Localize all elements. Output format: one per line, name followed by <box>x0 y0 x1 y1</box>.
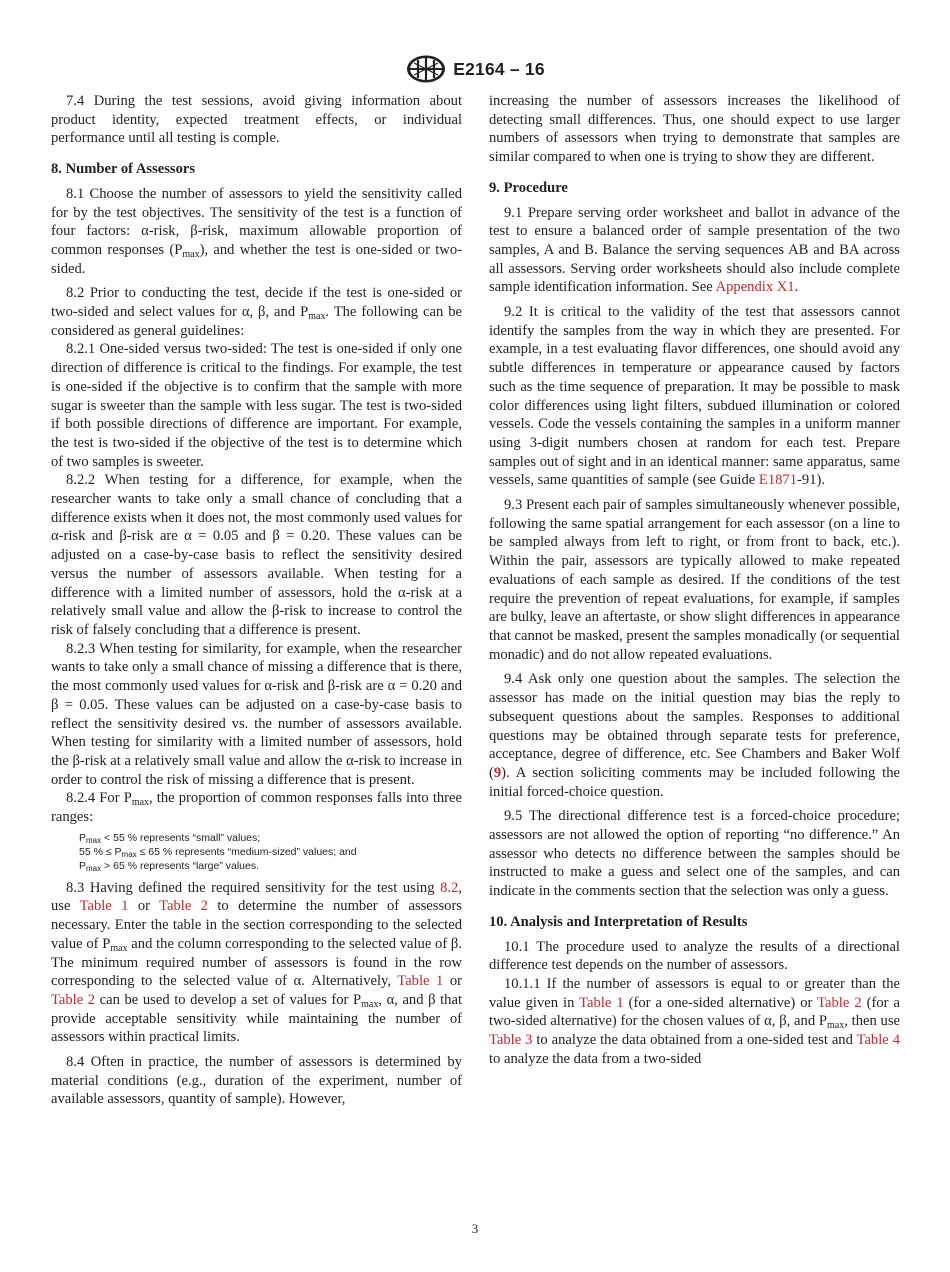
link-table-1[interactable]: Table 1 <box>79 898 129 915</box>
link-guide-e1871[interactable]: E1871 <box>758 472 798 489</box>
list-item: $P_{max} > 65$ % represents “large” values. <box>79 859 260 873</box>
list-item: $P_{max} < 55$ % represents “small” values; <box>79 831 261 845</box>
paragraph-8-4-continued: increasing the number of assessors increases the likelihood of detecting small differences. Thus, one should expect to use larger numbers of assessors when trying to demonstrate that samples are similar compared to when one is trying to show they are different. <box>489 93 900 166</box>
paragraph-9-2: 9.2 It is critical to the validity of the test that assessors cannot identify the samples from the way in which they are presented. For example, in a test evaluating flavor differences, one should avoid any subtle differences in temperature or appearance caused by factors such as the time sequence of preparation. It may be possible to mask color differences using light filters, subdued illumination or colored vessels. Code the vessels containing the samples in a uniform manner using 3-digit numbers chosen at random for each test. Prepare samples out of sight and in an identical manner: same apparatus, same vessels, same quantities of sample (see Guide E1871-91). <box>489 304 900 489</box>
paragraph-8-2-2: 8.2.2 When testing for a difference, for example, when the researcher wants to take only a small chance of concluding that a difference exists when it does not, the most commonly used values for α-risk and β-risk are α = 0.05 and β = 0.20. These values can be adjusted on a case-by-case basis to reflect the sensitivity desired versus the number of assessors available. When testing for a difference with a limited number of assessors, hold the α-risk at a relatively small value and allow the β-risk to increase to control the risk of falsely concluding that a difference is present. <box>51 472 462 638</box>
paragraph-10-1-1: 10.1.1 If the number of assessors is equal to or greater than the value given in Table 1 (for a one-sided alternative) or Table 2 (for a two-sided alternative) for the chosen values of α, β, and $P_{max}$, then use Table 3 to analyze the data obtained from a one-sided test and Table 4 to analyze the data from a two-sided <box>489 975 901 1067</box>
paragraph-8-4: 8.4 Often in practice, the number of assessors is determined by material conditions (e.g., duration of the experiment, number of available assessors, quantity of sample). However, <box>51 1054 462 1108</box>
link-table-1[interactable]: Table 1 <box>579 994 624 1011</box>
link-table-2[interactable]: Table 2 <box>159 898 208 915</box>
paragraph-8-1: 8.1 Choose the number of assessors to yield the sensitivity called for by the test objectives. The sensitivity of the test is a function of four factors: α-risk, β-risk, maximum allowable proportion of common responses $(P_{max})$, and whether the test is one-sided or two-sided. <box>51 185 462 277</box>
link-table-1[interactable]: Table 1 <box>397 973 444 990</box>
link-table-2[interactable]: Table 2 <box>51 991 96 1008</box>
link-appendix-x1[interactable]: Appendix X1 <box>715 279 795 296</box>
paragraph-8-2-4: 8.2.4 For $P_{max}$, the proportion of common responses falls into three ranges: <box>51 790 462 826</box>
link-table-4[interactable]: Table 4 <box>856 1032 900 1049</box>
right-column <box>489 92 900 1068</box>
astm-logo-icon <box>405 54 447 84</box>
left-column <box>51 92 462 1109</box>
paragraph-8-2-1: 8.2.1 One-sided versus two-sided: The test is one-sided if only one direction of difference is critical to the findings. For example, the test is one-sided if the objective is to confirm that the sample with more sugar is sweeter than the sample with less sugar. The test is two-sided if both possible directions of difference are important. For example, the test is two-sided if the objective of the test is to determine which of two samples is sweeter. <box>51 341 462 470</box>
section-heading-8: 8. Number of Assessors <box>51 161 196 178</box>
paragraph-10-1: 10.1 The procedure used to analyze the results of a directional difference test depends on the number of assessors. <box>489 938 900 974</box>
page-header <box>0 52 950 86</box>
paragraph-9-3: 9.3 Present each pair of samples simultaneously whenever possible, following the same spatial arrangement for each assessor (on a line to be sampled always from left to right, or from front to back, etc.). Within the pair, assessors are typically allowed to make repeated evaluations of each sample as desired. If the conditions of the test require the prevention of repeat evaluations, for example, if samples are bulky, leave an aftertaste, or show slight differences in appearance that cannot be masked, present the samples monadically (or sequential monadic) and do not allow repeated evaluations. <box>489 497 900 663</box>
paragraph-8-2: 8.2 Prior to conducting the test, decide if the test is one-sided or two-sided and select values for α, β, and $P_{max}$. The following can be considered as general guidelines: <box>51 285 462 339</box>
paragraph-8-3: 8.3 Having defined the required sensitivity for the test using 8.2, use Table 1 or Table 2 to determine the number of assessors necessary. Enter the table in the section corresponding to the selected value of $P_{max}$ and the column corresponding to the selected value of β. The minimum required number of assessors is found in the row corresponding to the selected value of α. Alternatively, Table 1 or Table 2 can be used to develop a set of values for $P_{max}$, α, and β that provide acceptable sensitivity while maintaining the number of assessors within practical limits. <box>51 879 463 1046</box>
link-section-8-2[interactable]: 8.2 <box>440 879 459 896</box>
reference-link-9[interactable]: 9 <box>493 764 502 781</box>
section-heading-10: 10. Analysis and Interpretation of Results <box>489 913 748 930</box>
paragraph-7-4: 7.4 During the test sessions, avoid giving information about product identity, expected treatment effects, or individual performance until all testing is comple. <box>51 93 462 147</box>
link-table-3[interactable]: Table 3 <box>489 1032 533 1049</box>
paragraph-9-4: 9.4 Ask only one question about the samples. The selection the assessor has made on the initial question may bias the reply to subsequent questions about the samples. Responses to additional questions may be obtained through separate tests for preference, acceptance, degree of difference, etc. See Chambers and Baker Wolf (9). A section soliciting comments may be included following the initial forced-choice question. <box>489 671 900 800</box>
paragraph-9-5: 9.5 The directional difference test is a forced-choice procedure; assessors are not allowed the option of reporting “no difference.” An assessor who detects no difference between the samples should be instructed to make a guess and select one of the samples, and can indicate in the comments section that the selection was only a guess. <box>489 808 900 900</box>
page-number: 3 <box>471 1221 479 1236</box>
pmax-ranges-list <box>79 831 462 873</box>
list-item: 55 % ≤ $P_{max} \le 65$ % represents “medium-sized” values; and <box>79 845 357 859</box>
section-heading-9: 9. Procedure <box>489 179 568 196</box>
document-designation: E2164 – 16 <box>453 58 545 79</box>
paragraph-8-2-3: 8.2.3 When testing for similarity, for example, when the researcher wants to take only a small chance of missing a difference that is there, the most commonly used values for α-risk and β-risk are α = 0.20 and β = 0.05. These values can be adjusted on a case-by-case basis to reflect the sensitivity desired vs. the number of assessors available. When testing for similarity with a limited number of assessors, hold the β-risk at a relatively small value and allow the α-risk to increase in order to control the risk of missing a difference that is present. <box>51 640 462 788</box>
link-table-2[interactable]: Table 2 <box>817 994 862 1011</box>
paragraph-9-1: 9.1 Prepare serving order worksheet and ballot in advance of the test to ensure a balanced order of sample presentation of the two samples, A and B. Balance the serving sequences AB and BA across all assessors. Serving order worksheets should also include complete sample identification information. See Appendix X1. <box>489 204 900 296</box>
